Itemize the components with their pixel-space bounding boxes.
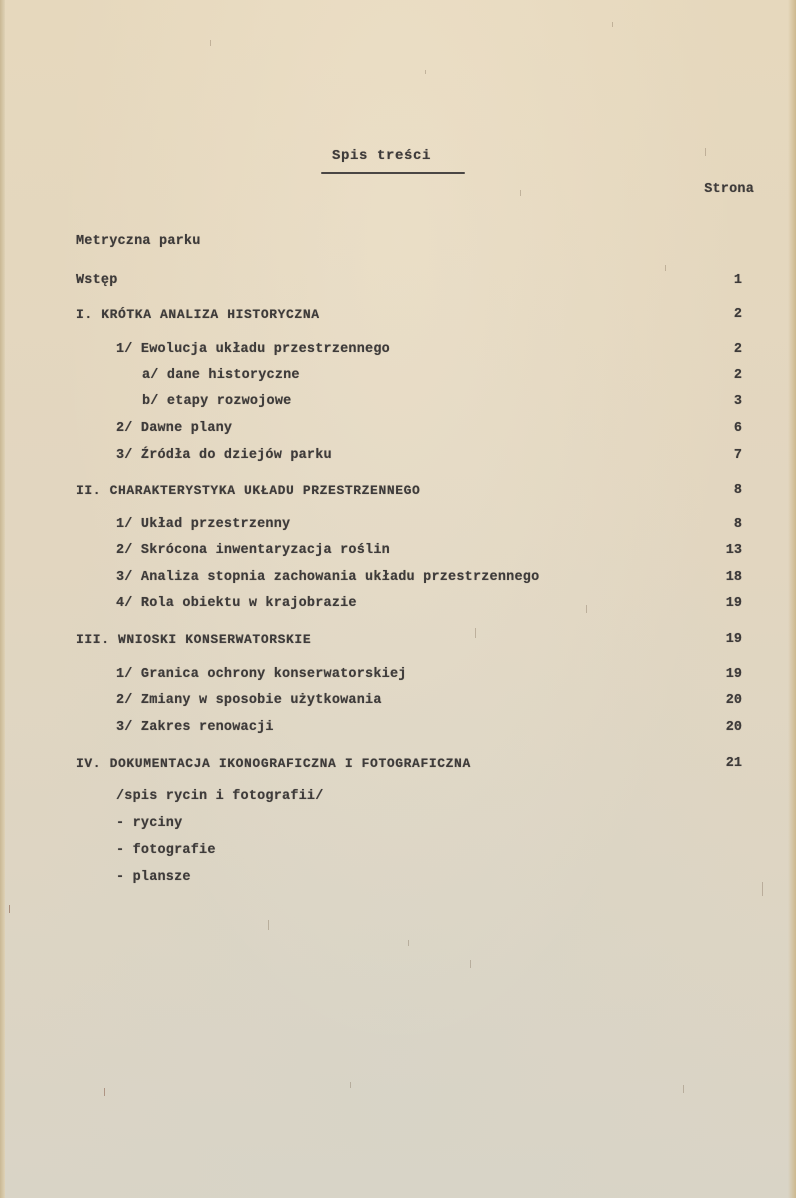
toc-entry: /spis rycin i fotografii/ <box>116 789 324 804</box>
toc-page-number: 7 <box>733 448 742 463</box>
title-underline <box>321 172 465 174</box>
paper-speck <box>520 190 521 196</box>
paper-edge-left <box>0 0 5 1198</box>
toc-entry: 4/ Rola obiektu w krajobrazie <box>116 596 357 611</box>
toc-page-number: 19 <box>725 667 742 682</box>
toc-list-item: - plansze <box>116 870 191 885</box>
paper-speck <box>683 1085 684 1093</box>
toc-entry: b/ etapy rozwojowe <box>142 394 292 409</box>
toc-entry: 2/ Skrócona inwentaryzacja roślin <box>116 543 390 558</box>
paper-speck <box>586 605 587 613</box>
paper-speck <box>475 628 476 638</box>
toc-section-4: IV. DOKUMENTACJA IKONOGRAFICZNA I FOTOGRAFICZNA <box>76 756 471 771</box>
toc-entry: 2/ Dawne plany <box>116 421 233 436</box>
paper-speck <box>104 1088 105 1096</box>
toc-entry: 1/ Ewolucja układu przestrzennego <box>116 342 390 357</box>
toc-page-number: 19 <box>725 632 742 647</box>
toc-section-2: II. CHARAKTERYSTYKA UKŁADU PRZESTRZENNEGO <box>76 483 421 498</box>
toc-page-number: 13 <box>725 543 742 558</box>
paper-speck <box>350 1082 351 1088</box>
toc-page-number: 8 <box>733 517 742 532</box>
toc-page-number: 20 <box>725 693 742 708</box>
paper-speck <box>9 905 10 913</box>
toc-list-item: - fotografie <box>116 843 216 858</box>
toc-entry: 1/ Układ przestrzenny <box>116 517 291 532</box>
paper-speck <box>665 265 666 271</box>
toc-page-number: 1 <box>733 273 742 288</box>
paper-speck <box>210 40 211 46</box>
paper-speck <box>470 960 471 968</box>
toc-page-number: 20 <box>725 720 742 735</box>
toc-entry: 1/ Granica ochrony konserwatorskiej <box>116 667 407 682</box>
paper-speck <box>705 148 706 156</box>
toc-page-number: 2 <box>733 307 742 322</box>
paper-speck <box>612 22 613 27</box>
paper-speck <box>762 882 763 896</box>
toc-page-number: 3 <box>733 394 742 409</box>
toc-entry: 3/ Zakres renowacji <box>116 720 274 735</box>
toc-entry: 3/ Źródła do dziejów parku <box>116 448 332 463</box>
toc-page-number: 6 <box>733 421 742 436</box>
page-column-header: Strona <box>704 182 754 197</box>
toc-entry-wstep: Wstęp <box>76 273 118 288</box>
toc-section-1: I. KRÓTKA ANALIZA HISTORYCZNA <box>76 307 320 322</box>
paper-speck <box>268 920 269 930</box>
paper-edge-right <box>788 0 796 1198</box>
toc-entry-metryczna: Metryczna parku <box>76 234 201 249</box>
page-title: Spis treści <box>332 148 432 164</box>
toc-section-3: III. WNIOSKI KONSERWATORSKIE <box>76 632 312 647</box>
toc-entry: 2/ Zmiany w sposobie użytkowania <box>116 693 382 708</box>
toc-page-number: 8 <box>733 483 742 498</box>
toc-list-item: - ryciny <box>116 816 183 831</box>
paper-speck <box>425 70 426 74</box>
toc-entry: 3/ Analiza stopnia zachowania układu przestrzennego <box>116 570 540 585</box>
toc-page-number: 19 <box>725 596 742 611</box>
toc-page-number: 2 <box>733 368 742 383</box>
toc-entry: a/ dane historyczne <box>142 368 300 383</box>
toc-page-number: 2 <box>733 342 742 357</box>
toc-page-number: 18 <box>725 570 742 585</box>
toc-page-number: 21 <box>725 756 742 771</box>
paper-speck <box>408 940 409 946</box>
